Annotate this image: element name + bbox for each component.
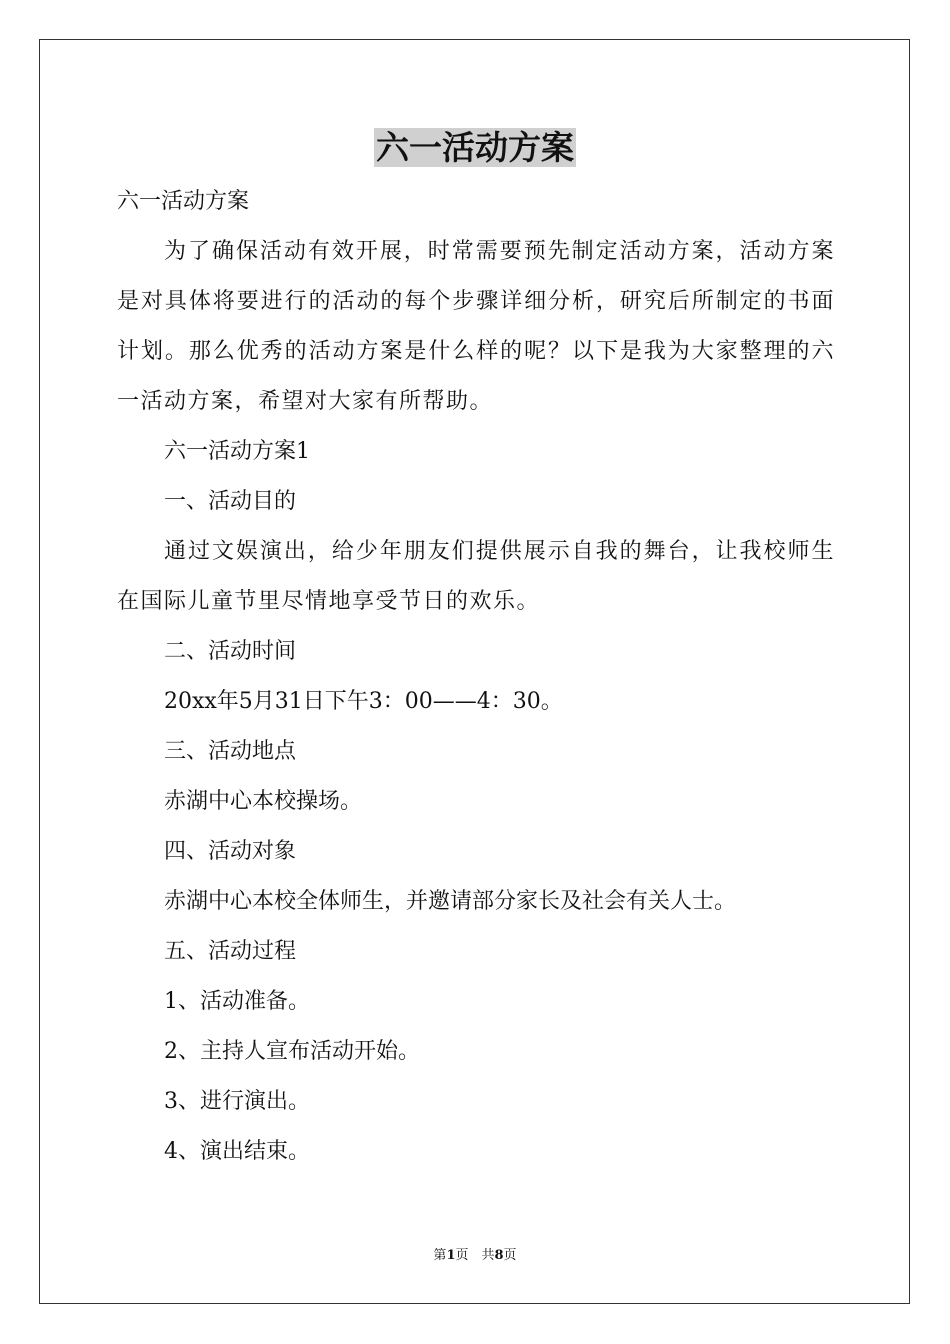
process-step: 3、进行演出。 <box>164 1089 310 1114</box>
purpose-text: 通过文娱演出，给少年朋友们提供展示自我的舞台，让我校师生在国际儿童节里尽情地享受节日的欢乐。 <box>117 539 835 614</box>
document-title-text: 六一活动方案 <box>376 128 574 167</box>
process-step: 4、演出结束。 <box>164 1139 310 1164</box>
location-text: 赤湖中心本校操场。 <box>164 789 363 814</box>
heading-target: 四、活动对象 <box>164 839 297 864</box>
page-mid: 页 共 <box>455 1248 495 1263</box>
page-prefix: 第 <box>433 1248 447 1263</box>
heading-process: 五、活动过程 <box>164 939 297 964</box>
page-total: 8 <box>494 1248 504 1263</box>
document-body <box>117 177 835 1177</box>
document-subtitle: 六一活动方案 <box>117 189 250 214</box>
page-current: 1 <box>446 1248 456 1263</box>
heading-purpose: 一、活动目的 <box>164 489 297 514</box>
section-title: 六一活动方案1 <box>164 439 310 464</box>
page-suffix: 页 <box>503 1248 517 1263</box>
intro-paragraph: 为了确保活动有效开展，时常需要预先制定活动方案，活动方案是对具体将要进行的活动的每个步骤详细分析，研究后所制定的书面计划。那么优秀的活动方案是什么样的呢？以下是我为大家整理的六一活动方案，希望对大家有所帮助。 <box>117 239 835 414</box>
document-title <box>0 124 950 172</box>
page-footer <box>0 1246 950 1266</box>
process-step: 2、主持人宣布活动开始。 <box>164 1039 420 1064</box>
target-text: 赤湖中心本校全体师生，并邀请部分家长及社会有关人士。 <box>164 889 737 914</box>
heading-location: 三、活动地点 <box>164 739 297 764</box>
heading-time: 二、活动时间 <box>164 639 297 664</box>
process-step: 1、活动准备。 <box>164 989 310 1014</box>
time-text: 20xx年5月31日下午3：00——4：30。 <box>164 689 563 714</box>
